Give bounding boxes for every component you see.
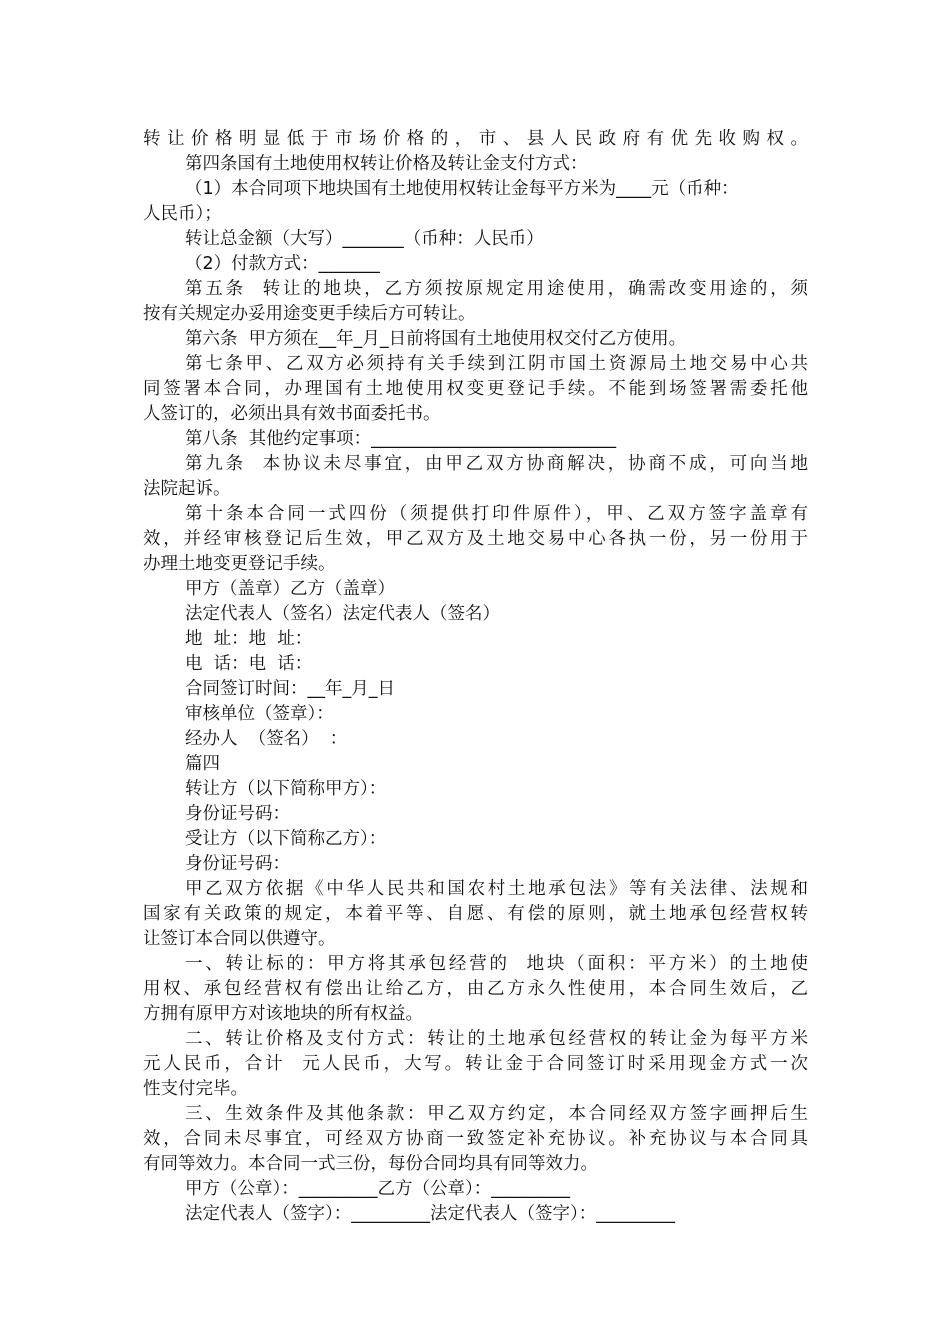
party-line: 受让方（以下简称乙方）： bbox=[185, 829, 387, 849]
paragraph-line: 人民币）； bbox=[143, 204, 222, 224]
paragraph-line: 让签订本合同以供遵守。 bbox=[143, 929, 336, 949]
paragraph-line: 第七条甲、乙双方必须持有关手续到江阴市国土资源局土地交易中心共 bbox=[185, 354, 808, 374]
signature-line: 审核单位（签章）： bbox=[185, 704, 334, 724]
paragraph-line: 人签订的，必须出具有效书面委托书。 bbox=[143, 404, 441, 424]
paragraph-line: 按有关规定办妥用途变更手续后方可转让。 bbox=[143, 304, 476, 324]
paragraph-line: 性支付完毕。 bbox=[143, 1079, 248, 1099]
paragraph-line: 效，并经审核登记后生效，甲乙双方及土地交易中心各执一份，另一份用于 bbox=[143, 529, 808, 549]
paragraph-line: 有同等效力。本合同一式三份，每份合同均具有同等效力。 bbox=[143, 1154, 598, 1174]
signature-line: 地 址：地 址： bbox=[185, 629, 313, 649]
paragraph-line: 第十条本合同一式四份（须提供打印件原件），甲、乙双方签字盖章有 bbox=[185, 504, 808, 524]
paragraph-line: 第六条 甲方须在__年_月_日前将国有土地使用权交付乙方使用。 bbox=[185, 329, 687, 349]
paragraph-line: 第八条 其他约定事项：____________________________ bbox=[185, 429, 617, 449]
party-line: 转让方（以下简称甲方）： bbox=[185, 779, 387, 799]
paragraph-line: 转让价格明显低于市场价格的，市、县人民政府有优先收购权。 bbox=[143, 129, 808, 149]
signature-line: 法定代表人（签字）：_________法定代表人（签字）：_________ bbox=[185, 1204, 675, 1224]
signature-line: 甲方（公章）：_________乙方（公章）：_________ bbox=[185, 1179, 570, 1199]
paragraph-line: 方拥有原甲方对该地块的所有权益。 bbox=[143, 1004, 423, 1024]
paragraph-line: （2）付款方式：_______ bbox=[185, 254, 380, 274]
paragraph-line: 元人民币，合计 元人民币，大写。转让金于合同签订时采用现金方式一次 bbox=[143, 1054, 808, 1074]
paragraph-line: 三、生效条件及其他条款：甲乙双方约定，本合同经双方签字画押后生 bbox=[185, 1104, 808, 1124]
paragraph-line: 用权、承包经营权有偿出让给乙方，由乙方永久性使用，本合同生效后，乙 bbox=[143, 979, 808, 999]
paragraph-line: 同签署本合同，办理国有土地使用权变更登记手续。不能到场签署需委托他 bbox=[143, 379, 808, 399]
paragraph-line: 第九条 本协议未尽事宜，由甲乙双方协商解决，协商不成，可向当地 bbox=[185, 454, 808, 474]
signature-line: 电 话：电 话： bbox=[185, 654, 313, 674]
paragraph-line: 第五条 转让的地块，乙方须按原规定用途使用，确需改变用途的，须 bbox=[185, 279, 808, 299]
article-heading: 第四条国有土地使用权转让价格及转让金支付方式： bbox=[185, 154, 588, 174]
paragraph-line: 一、转让标的：甲方将其承包经营的 地块（面积：平方米）的土地使 bbox=[185, 954, 808, 974]
party-line: 身份证号码： bbox=[185, 804, 290, 824]
party-line: 身份证号码： bbox=[185, 854, 290, 874]
paragraph-line: 转让总金额（大写）_______（币种：人民币） bbox=[185, 229, 544, 249]
paragraph-line: 办理土地变更登记手续。 bbox=[143, 554, 336, 574]
paragraph-line: 法院起诉。 bbox=[143, 479, 231, 499]
signature-line: 经办人 （签名） ： bbox=[185, 729, 348, 749]
paragraph-line: 甲乙双方依据《中华人民共和国农村土地承包法》等有关法律、法规和 bbox=[185, 879, 808, 899]
section-heading: 篇四 bbox=[185, 754, 220, 774]
paragraph-line: 国家有关政策的规定，本着平等、自愿、有偿的原则，就土地承包经营权转 bbox=[143, 904, 808, 924]
paragraph-line: （1）本合同项下地块国有土地使用权转让金每平方米为____元（币种： bbox=[185, 179, 739, 199]
signature-line: 法定代表人（签名）法定代表人（签名） bbox=[185, 604, 500, 624]
paragraph-line: 二、转让价格及支付方式：转让的土地承包经营权的转让金为每平方米 bbox=[185, 1029, 808, 1049]
signature-line: 甲方（盖章）乙方（盖章） bbox=[185, 579, 395, 599]
signature-line: 合同签订时间：__年_月_日 bbox=[185, 679, 395, 699]
paragraph-line: 效，合同未尽事宜，可经双方协商一致签定补充协议。补充协议与本合同具 bbox=[143, 1129, 808, 1149]
